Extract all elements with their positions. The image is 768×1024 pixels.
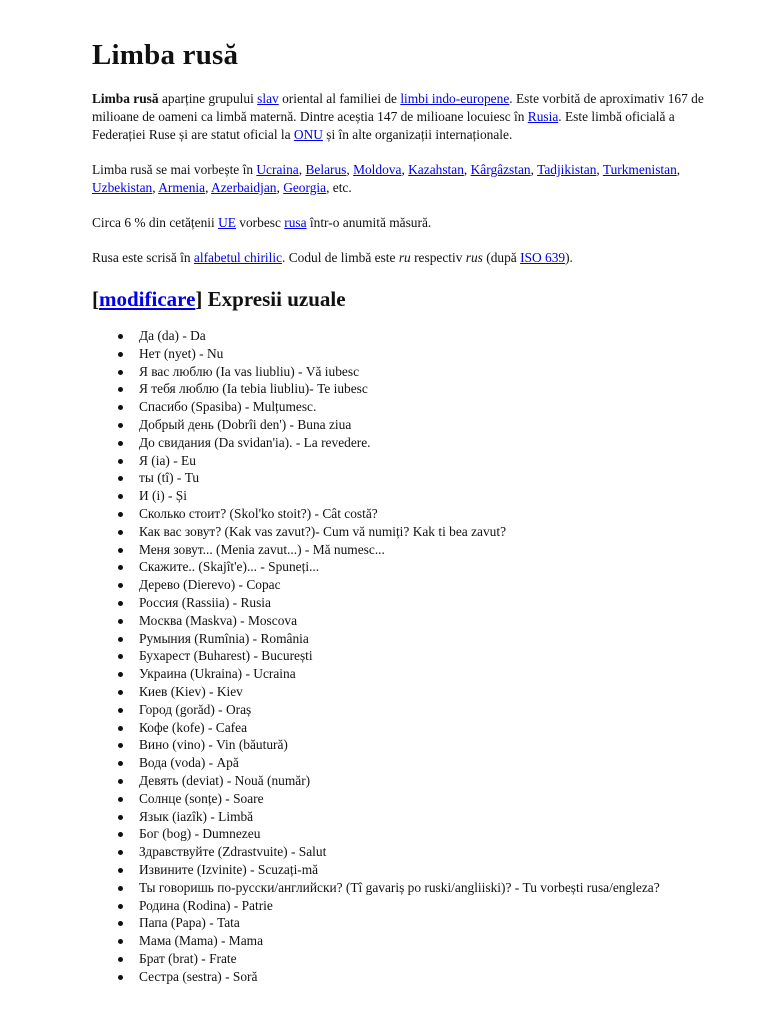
list-item: Извините (Izvinite) - Scuzați-mă	[139, 861, 712, 879]
eu-text: vorbesc	[235, 215, 285, 230]
country-link[interactable]: Kazahstan	[408, 162, 464, 177]
link-onu[interactable]: ONU	[293, 127, 323, 142]
intro-text: . Este limbă oficială a Federației Ruse și are statut oficial la	[92, 109, 675, 142]
script-paragraph	[92, 249, 712, 267]
script-text: (după	[482, 250, 521, 265]
country-link[interactable]: Belarus	[305, 162, 347, 177]
list-item: Сестра (sestra) - Soră	[139, 968, 712, 986]
list-item: Девять (deviat) - Nouă (număr)	[139, 772, 712, 790]
separator: ,	[346, 162, 354, 177]
list-item: Я вас люблю (Ia vas liubliu) - Vă iubesc	[139, 363, 712, 381]
separator: ,	[530, 162, 538, 177]
intro-bold-term: Limba rusă	[92, 91, 159, 106]
list-item: Бог (bog) - Dumnezeu	[139, 825, 712, 843]
bracket-close: ]	[195, 287, 203, 311]
list-item: Здравствуйте (Zdrastvuite) - Salut	[139, 843, 712, 861]
list-item: Дерево (Dierevo) - Copac	[139, 576, 712, 594]
phrase-list	[92, 327, 712, 985]
link-cyrillic-alphabet[interactable]: alfabetul chirilic	[193, 250, 283, 265]
list-item: Меня зовут... (Menia zavut...) - Mă numesc...	[139, 541, 712, 559]
list-item: Да (da) - Da	[139, 327, 712, 345]
list-item: Кофе (kofe) - Cafea	[139, 719, 712, 737]
list-item: Ты говоришь по-русски/английски? (Tî gavariș po ruski/angliiski)? - Tu vorbești rusa/engleza?	[139, 879, 712, 897]
language-code-rus: rus	[465, 250, 483, 265]
list-item: Вода (voda) - Apă	[139, 754, 712, 772]
list-item: Москва (Maskva) - Moscova	[139, 612, 712, 630]
list-item: Как вас зовут? (Kak vas zavut?)- Cum vă numiți? Kak ti bea zavut?	[139, 523, 712, 541]
script-text: respectiv	[410, 250, 466, 265]
list-item: Россия (Rassiia) - Rusia	[139, 594, 712, 612]
list-item: Я тебя люблю (Ia tebia liubliu)- Te iubesc	[139, 380, 712, 398]
list-item: Мама (Mama) - Mama	[139, 932, 712, 950]
eu-text: într-o anumită măsură.	[306, 215, 432, 230]
list-item: Я (ia) - Eu	[139, 452, 712, 470]
link-rusa[interactable]: rusa	[284, 215, 307, 230]
list-item: Бухарест (Buharest) - București	[139, 647, 712, 665]
section-heading	[92, 285, 712, 313]
list-item: Сколько стоит? (Skol'ko stoit?) - Cât costă?	[139, 505, 712, 523]
script-text: ).	[565, 250, 573, 265]
section-title: Expresii uzuale	[202, 287, 346, 311]
list-item: Украина (Ukraina) - Ucraina	[139, 665, 712, 683]
separator: ,	[298, 162, 306, 177]
article	[92, 36, 712, 985]
list-item: До свидания (Da svidan'ia). - La revedere.	[139, 434, 712, 452]
list-item: Солнце (sonțe) - Soare	[139, 790, 712, 808]
list-item: Нет (nyet) - Nu	[139, 345, 712, 363]
script-text: . Codul de limbă este	[282, 250, 399, 265]
country-link[interactable]: Armenia	[158, 180, 206, 195]
country-link[interactable]: Azerbaidjan	[211, 180, 277, 195]
countries-tail: , etc.	[326, 180, 352, 195]
list-item: Язык (iazîk) - Limbă	[139, 808, 712, 826]
intro-text: . Este vorbită de aproximativ 167 de milioane de oameni ca limbă maternă. Dintre aceștia 147 de milioane locuiesc în	[92, 91, 704, 124]
page-title: Limba rusă	[92, 39, 239, 71]
country-link[interactable]: Tadjikistan	[537, 162, 597, 177]
country-link[interactable]: Uzbekistan	[92, 180, 153, 195]
link-indo-european[interactable]: limbi indo-europene	[400, 91, 510, 106]
eu-paragraph	[92, 214, 712, 232]
link-ue[interactable]: UE	[218, 215, 236, 230]
country-link[interactable]: Turkmenistan	[602, 162, 677, 177]
list-item: И (i) - Și	[139, 487, 712, 505]
country-link[interactable]: Moldova	[353, 162, 402, 177]
separator: ,	[152, 180, 159, 195]
list-item: Румыния (Rumînia) - România	[139, 630, 712, 648]
list-item: Добрый день (Dobrîi den') - Buna ziua	[139, 416, 712, 434]
country-link[interactable]: Kârgâzstan	[470, 162, 531, 177]
script-text: Rusa este scrisă în	[92, 250, 194, 265]
intro-text: aparține grupului	[158, 91, 258, 106]
separator: ,	[596, 162, 603, 177]
separator: ,	[276, 180, 284, 195]
link-slav[interactable]: slav	[257, 91, 279, 106]
countries-paragraph	[92, 161, 712, 197]
separator: ,	[401, 162, 409, 177]
countries-lead: Limba rusă se mai vorbește în	[92, 162, 257, 177]
bracket-open: [	[92, 287, 99, 311]
separator: ,	[463, 162, 471, 177]
list-item: ты (tî) - Tu	[139, 469, 712, 487]
separator: ,	[676, 162, 681, 177]
list-item: Вино (vino) - Vin (băutură)	[139, 736, 712, 754]
intro-text: și în alte organizații internaționale.	[322, 127, 513, 142]
list-item: Скажите.. (Skajît'e)... - Spuneți...	[139, 558, 712, 576]
list-item: Киев (Kiev) - Kiev	[139, 683, 712, 701]
intro-paragraph	[92, 90, 712, 144]
eu-text: Circa 6 % din cetățenii	[92, 215, 219, 230]
link-iso-639[interactable]: ISO 639	[520, 250, 566, 265]
list-item: Родина (Rodina) - Patrie	[139, 897, 712, 915]
list-item: Спасибо (Spasiba) - Mulțumesc.	[139, 398, 712, 416]
list-item: Папа (Papa) - Tata	[139, 914, 712, 932]
list-item: Брат (brat) - Frate	[139, 950, 712, 968]
language-code-ru: ru	[398, 250, 411, 265]
list-item: Город (gorăd) - Oraș	[139, 701, 712, 719]
link-rusia[interactable]: Rusia	[527, 109, 559, 124]
intro-text: oriental al familiei de	[278, 91, 401, 106]
edit-section-link[interactable]: modificare	[99, 287, 196, 311]
country-link[interactable]: Ucraina	[256, 162, 299, 177]
country-link[interactable]: Georgia	[283, 180, 327, 195]
separator: ,	[205, 180, 212, 195]
